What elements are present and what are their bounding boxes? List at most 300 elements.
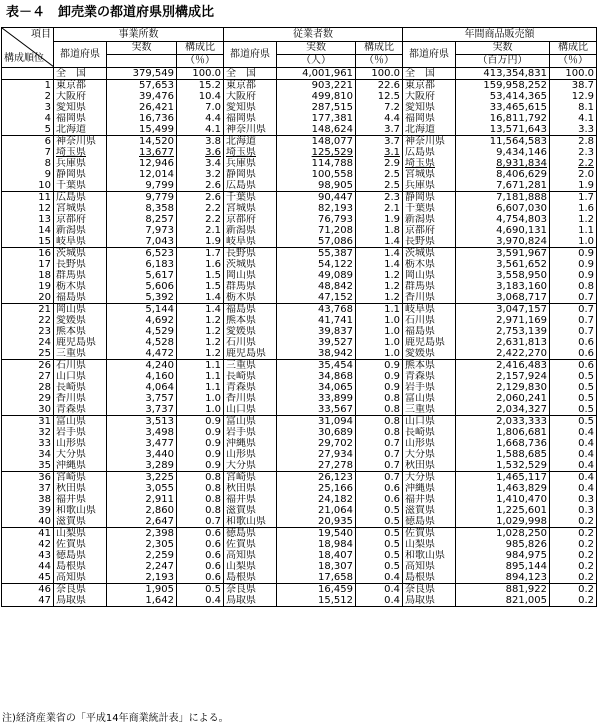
table-row	[2, 404, 597, 416]
ratio-cell: 0.2	[550, 516, 597, 528]
pref-cell: 和歌山県	[224, 516, 277, 528]
ratio-cell: 1.4	[356, 236, 403, 248]
table-row	[2, 259, 597, 270]
pref-cell: 京都府	[224, 214, 277, 225]
value-cell: 29,702	[277, 438, 356, 449]
value-cell: 9,434,146	[456, 147, 550, 158]
group-employees: 従業者数	[224, 28, 403, 42]
pref-cell: 岐阜県	[224, 236, 277, 248]
table-row	[2, 584, 597, 596]
ratio-cell: 8.1	[550, 102, 597, 113]
rank-cell: 13	[2, 214, 54, 225]
table-row	[2, 572, 597, 584]
ratio-unit: （％）	[550, 55, 597, 68]
value-cell: 57,653	[107, 80, 177, 92]
value-cell: 895,144	[456, 561, 550, 572]
pref-cell: 岡山県	[54, 304, 107, 316]
table-row	[2, 505, 597, 516]
ratio-cell: 0.2	[550, 528, 597, 540]
value-cell: 114,788	[277, 158, 356, 169]
value-cell: 26,123	[277, 472, 356, 484]
pref-cell: 愛媛県	[54, 315, 107, 326]
rank-cell: 2	[2, 91, 54, 102]
pref-cell: 秋田県	[224, 483, 277, 494]
pref-cell: 石川県	[403, 315, 456, 326]
ratio-cell: 0.9	[177, 438, 224, 449]
rank-cell: 3	[2, 102, 54, 113]
pref-cell: 山形県	[54, 438, 107, 449]
ratio-cell: 3.7	[356, 124, 403, 136]
pref-cell: 徳島県	[403, 516, 456, 528]
table-row	[2, 326, 597, 337]
pref-cell: 新潟県	[224, 225, 277, 236]
ratio-cell: 0.9	[177, 416, 224, 428]
corner-header	[2, 28, 54, 68]
ratio-cell: 0.9	[177, 449, 224, 460]
pref-cell: 山口県	[54, 371, 107, 382]
rank-cell	[2, 68, 54, 80]
ratio-cell: 1.2	[177, 315, 224, 326]
pref-cell: 千葉県	[54, 180, 107, 192]
ratio-cell: 1.2	[356, 292, 403, 304]
value-cell: 3,561,652	[456, 259, 550, 270]
value-cell: 2,647	[107, 516, 177, 528]
pref-cell: 鹿児島県	[54, 337, 107, 348]
value-cell: 3,737	[107, 404, 177, 416]
value-cell: 8,931,834	[456, 158, 550, 169]
value-cell: 3,591,967	[456, 248, 550, 260]
table-row	[2, 225, 597, 236]
rank-cell: 46	[2, 584, 54, 596]
ratio-cell: 0.7	[550, 304, 597, 316]
ratio-cell: 3.8	[177, 136, 224, 148]
value-cell: 30,689	[277, 427, 356, 438]
ratio-cell: 4.4	[356, 113, 403, 124]
ratio-cell: 1.1	[356, 304, 403, 316]
table-row	[2, 214, 597, 225]
rank-cell: 26	[2, 360, 54, 372]
ratio-cell: 0.3	[550, 494, 597, 505]
pref-cell: 群馬県	[403, 281, 456, 292]
value-cell: 100,558	[277, 169, 356, 180]
ratio-cell: 1.8	[356, 225, 403, 236]
pref-header: 都道府県	[224, 42, 277, 68]
table-row	[2, 337, 597, 348]
pref-cell: 富山県	[403, 393, 456, 404]
rank-cell: 16	[2, 248, 54, 260]
pref-cell: 山梨県	[403, 539, 456, 550]
ratio-cell: 1.5	[177, 281, 224, 292]
pref-header: 都道府県	[403, 42, 456, 68]
ratio-cell: 1.7	[177, 248, 224, 260]
pref-cell: 大分県	[403, 472, 456, 484]
rank-cell: 28	[2, 382, 54, 393]
pref-cell: 島根県	[54, 561, 107, 572]
item-label: 項目	[31, 29, 51, 40]
pref-cell: 佐賀県	[224, 539, 277, 550]
ratio-cell: 1.4	[356, 259, 403, 270]
value-cell: 12,946	[107, 158, 177, 169]
value-cell: 4,692	[107, 315, 177, 326]
pref-cell: 神奈川県	[54, 136, 107, 148]
pref-cell: 三重県	[403, 404, 456, 416]
value-cell: 55,387	[277, 248, 356, 260]
pref-cell: 島根県	[224, 572, 277, 584]
pref-cell: 東京都	[224, 80, 277, 92]
ratio-cell: 7.0	[177, 102, 224, 113]
ratio-cell: 1.4	[177, 292, 224, 304]
value-cell: 2,631,813	[456, 337, 550, 348]
rank-cell: 15	[2, 236, 54, 248]
value-cell: 18,407	[277, 550, 356, 561]
table-row	[2, 393, 597, 404]
ratio-cell: 0.6	[356, 483, 403, 494]
value-cell: 7,181,888	[456, 192, 550, 204]
value-cell: 1,642	[107, 595, 177, 607]
ratio-cell: 0.7	[550, 326, 597, 337]
value-cell: 1,029,998	[456, 516, 550, 528]
value-cell: 7,671,281	[456, 180, 550, 192]
value-cell: 27,934	[277, 449, 356, 460]
table-row	[2, 449, 597, 460]
value-cell: 6,183	[107, 259, 177, 270]
pref-cell: 山形県	[403, 438, 456, 449]
value-cell: 2,259	[107, 550, 177, 561]
table-row	[2, 248, 597, 260]
table-row	[2, 91, 597, 102]
pref-cell: 栃木県	[224, 292, 277, 304]
pref-cell: 全 国	[54, 68, 107, 80]
rank-cell: 12	[2, 203, 54, 214]
pref-cell: 石川県	[224, 337, 277, 348]
table-row	[2, 516, 597, 528]
ratio-cell: 0.8	[550, 281, 597, 292]
ratio-unit: （％）	[356, 55, 403, 68]
pref-cell: 北海道	[224, 136, 277, 148]
value-cell: 82,193	[277, 203, 356, 214]
table-row	[2, 528, 597, 540]
value-unit: （百万円）	[456, 55, 550, 68]
table-row	[2, 360, 597, 372]
ratio-cell: 0.7	[356, 449, 403, 460]
value-cell: 33,465,615	[456, 102, 550, 113]
ratio-cell: 0.7	[550, 292, 597, 304]
ratio-cell: 0.4	[550, 472, 597, 484]
rank-cell: 41	[2, 528, 54, 540]
pref-cell: 福島県	[224, 304, 277, 316]
pref-cell: 広島県	[224, 180, 277, 192]
rank-cell: 30	[2, 404, 54, 416]
value-cell: 3,498	[107, 427, 177, 438]
ratio-cell: 0.5	[550, 416, 597, 428]
ratio-cell: 1.4	[356, 248, 403, 260]
pref-cell: 東京都	[403, 80, 456, 92]
ratio-cell: 1.0	[550, 236, 597, 248]
ratio-cell: 12.5	[356, 91, 403, 102]
pref-cell: 北海道	[403, 124, 456, 136]
value-cell: 821,005	[456, 595, 550, 607]
table-row	[2, 136, 597, 148]
ratio-cell: 3.6	[177, 147, 224, 158]
ratio-cell: 2.9	[356, 158, 403, 169]
rank-cell: 7	[2, 147, 54, 158]
value-cell: 15,512	[277, 595, 356, 607]
ratio-cell: 3.3	[550, 124, 597, 136]
total-row	[2, 68, 597, 80]
value-unit: （人）	[277, 55, 356, 68]
ratio-cell: 0.5	[356, 561, 403, 572]
ratio-cell: 2.8	[550, 136, 597, 148]
value-cell: 2,422,270	[456, 348, 550, 360]
rank-cell: 9	[2, 169, 54, 180]
pref-cell: 広島県	[54, 192, 107, 204]
rank-cell: 22	[2, 315, 54, 326]
value-cell: 5,617	[107, 270, 177, 281]
pref-cell: 青森県	[224, 382, 277, 393]
value-cell: 2,034,327	[456, 404, 550, 416]
pref-cell: 鹿児島県	[224, 348, 277, 360]
pref-cell: 高知県	[224, 550, 277, 561]
table-row	[2, 270, 597, 281]
ratio-cell: 1.1	[177, 371, 224, 382]
ratio-cell: 2.1	[177, 225, 224, 236]
value-cell: 54,122	[277, 259, 356, 270]
rank-cell: 14	[2, 225, 54, 236]
ratio-cell: 0.9	[550, 248, 597, 260]
ratio-cell: 0.9	[550, 270, 597, 281]
pref-cell: 全 国	[224, 68, 277, 80]
ratio-cell: 10.4	[177, 91, 224, 102]
ratio-cell: 0.9	[550, 259, 597, 270]
pref-cell: 千葉県	[403, 203, 456, 214]
pref-cell: 兵庫県	[224, 158, 277, 169]
value-cell: 4,690,131	[456, 225, 550, 236]
value-cell: 8,406,629	[456, 169, 550, 180]
value-cell: 4,160	[107, 371, 177, 382]
pref-cell: 富山県	[54, 416, 107, 428]
pref-cell: 三重県	[54, 348, 107, 360]
rank-cell: 45	[2, 572, 54, 584]
ratio-cell: 0.7	[356, 472, 403, 484]
pref-cell: 和歌山県	[54, 505, 107, 516]
rank-cell: 37	[2, 483, 54, 494]
pref-cell: 佐賀県	[403, 528, 456, 540]
pref-cell: 高知県	[403, 561, 456, 572]
pref-cell: 奈良県	[403, 584, 456, 596]
ratio-cell: 1.0	[356, 337, 403, 348]
table-row	[2, 102, 597, 113]
ratio-cell: 0.5	[356, 528, 403, 540]
pref-cell: 富山県	[224, 416, 277, 428]
value-cell: 8,358	[107, 203, 177, 214]
table-row	[2, 460, 597, 472]
ratio-cell: 2.2	[177, 214, 224, 225]
value-cell: 57,086	[277, 236, 356, 248]
ratio-cell: 0.8	[177, 494, 224, 505]
value-cell: 2,398	[107, 528, 177, 540]
value-cell: 53,414,365	[456, 91, 550, 102]
ratio-cell: 0.2	[550, 550, 597, 561]
pref-cell: 福島県	[403, 326, 456, 337]
ratio-cell: 0.8	[177, 472, 224, 484]
ratio-cell: 0.9	[356, 382, 403, 393]
rank-cell: 38	[2, 494, 54, 505]
value-cell: 26,421	[107, 102, 177, 113]
table-row	[2, 169, 597, 180]
ratio-cell: 0.7	[550, 315, 597, 326]
table-row	[2, 371, 597, 382]
pref-cell: 香川県	[224, 393, 277, 404]
ratio-cell: 38.7	[550, 80, 597, 92]
ratio-cell: 0.6	[177, 550, 224, 561]
table-row	[2, 113, 597, 124]
rank-cell: 35	[2, 460, 54, 472]
ratio-cell: 3.1	[356, 147, 403, 158]
value-cell: 39,476	[107, 91, 177, 102]
value-cell: 49,089	[277, 270, 356, 281]
value-cell: 984,975	[456, 550, 550, 561]
table-row	[2, 382, 597, 393]
table-row	[2, 180, 597, 192]
value-cell: 148,624	[277, 124, 356, 136]
pref-cell: 新潟県	[54, 225, 107, 236]
rank-cell: 39	[2, 505, 54, 516]
pref-cell: 千葉県	[224, 192, 277, 204]
pref-cell: 福島県	[54, 292, 107, 304]
ratio-cell: 4.4	[177, 113, 224, 124]
value-cell: 3,477	[107, 438, 177, 449]
ratio-cell: 1.0	[356, 348, 403, 360]
pref-cell: 宮城県	[54, 203, 107, 214]
rank-label: 構成順位	[4, 53, 44, 64]
rank-cell: 20	[2, 292, 54, 304]
value-cell: 25,166	[277, 483, 356, 494]
table-row	[2, 561, 597, 572]
ratio-cell: 0.9	[177, 460, 224, 472]
pref-cell: 滋賀県	[403, 505, 456, 516]
ratio-cell: 1.0	[177, 404, 224, 416]
value-cell: 98,905	[277, 180, 356, 192]
value-cell: 4,472	[107, 348, 177, 360]
pref-cell: 熊本県	[54, 326, 107, 337]
value-cell: 3,970,824	[456, 236, 550, 248]
value-cell: 413,354,831	[456, 68, 550, 80]
value-header: 実数	[107, 42, 177, 55]
value-cell: 5,392	[107, 292, 177, 304]
pref-cell: 秋田県	[403, 460, 456, 472]
pref-cell: 香川県	[54, 393, 107, 404]
pref-cell: 神奈川県	[224, 124, 277, 136]
pref-cell: 兵庫県	[403, 180, 456, 192]
table-body	[2, 68, 597, 607]
pref-cell: 秋田県	[54, 483, 107, 494]
pref-cell: 福井県	[54, 494, 107, 505]
ratio-cell: 22.6	[356, 80, 403, 92]
value-cell: 3,055	[107, 483, 177, 494]
ratio-cell: 15.2	[177, 80, 224, 92]
ratio-header: 構成比	[550, 42, 597, 55]
ratio-cell: 2.3	[550, 147, 597, 158]
pref-cell: 沖縄県	[403, 483, 456, 494]
pref-cell: 山梨県	[224, 561, 277, 572]
pref-cell: 大阪府	[54, 91, 107, 102]
value-cell: 894,123	[456, 572, 550, 584]
ratio-cell: 0.4	[177, 595, 224, 607]
value-cell: 2,060,241	[456, 393, 550, 404]
ratio-cell: 1.5	[177, 270, 224, 281]
pref-cell: 三重県	[224, 360, 277, 372]
pref-cell: 長崎県	[403, 427, 456, 438]
ratio-cell: 0.4	[356, 595, 403, 607]
pref-cell: 埼玉県	[403, 158, 456, 169]
value-cell: 4,754,803	[456, 214, 550, 225]
value-cell: 38,942	[277, 348, 356, 360]
value-cell: 5,144	[107, 304, 177, 316]
pref-cell: 宮城県	[403, 169, 456, 180]
ratio-cell: 0.6	[177, 539, 224, 550]
value-cell: 34,868	[277, 371, 356, 382]
pref-cell: 長野県	[403, 236, 456, 248]
value-cell: 903,221	[277, 80, 356, 92]
value-cell: 16,736	[107, 113, 177, 124]
ratio-cell: 1.9	[177, 236, 224, 248]
value-cell: 48,842	[277, 281, 356, 292]
value-cell: 43,768	[277, 304, 356, 316]
value-cell: 39,527	[277, 337, 356, 348]
pref-cell: 和歌山県	[403, 550, 456, 561]
value-cell: 4,240	[107, 360, 177, 372]
prefecture-wholesale-table	[1, 27, 597, 607]
value-cell: 2,033,333	[456, 416, 550, 428]
value-cell: 2,129,830	[456, 382, 550, 393]
table-row	[2, 203, 597, 214]
value-cell: 1,588,685	[456, 449, 550, 460]
value-cell: 2,971,169	[456, 315, 550, 326]
ratio-cell: 0.4	[356, 584, 403, 596]
table-row	[2, 315, 597, 326]
ratio-cell: 100.0	[356, 68, 403, 80]
pref-cell: 長崎県	[224, 371, 277, 382]
value-cell: 6,523	[107, 248, 177, 260]
value-cell: 76,793	[277, 214, 356, 225]
ratio-cell: 1.2	[356, 281, 403, 292]
ratio-cell: 0.8	[177, 505, 224, 516]
value-cell: 5,606	[107, 281, 177, 292]
table-row	[2, 427, 597, 438]
table-row	[2, 80, 597, 92]
ratio-cell: 0.7	[356, 460, 403, 472]
pref-cell: 徳島県	[224, 528, 277, 540]
value-cell: 12,014	[107, 169, 177, 180]
ratio-cell: 3.7	[356, 136, 403, 148]
pref-cell: 宮崎県	[54, 472, 107, 484]
value-cell: 1,028,250	[456, 528, 550, 540]
pref-cell: 徳島県	[54, 550, 107, 561]
value-cell: 3,068,717	[456, 292, 550, 304]
pref-cell: 鳥取県	[403, 595, 456, 607]
rank-cell: 40	[2, 516, 54, 528]
ratio-cell: 0.2	[550, 572, 597, 584]
value-cell: 27,278	[277, 460, 356, 472]
pref-cell: 北海道	[54, 124, 107, 136]
value-cell: 3,558,950	[456, 270, 550, 281]
rank-cell: 5	[2, 124, 54, 136]
value-cell: 2,416,483	[456, 360, 550, 372]
value-cell: 1,905	[107, 584, 177, 596]
pref-cell: 静岡県	[403, 192, 456, 204]
pref-cell: 鳥取県	[54, 595, 107, 607]
value-cell: 3,757	[107, 393, 177, 404]
